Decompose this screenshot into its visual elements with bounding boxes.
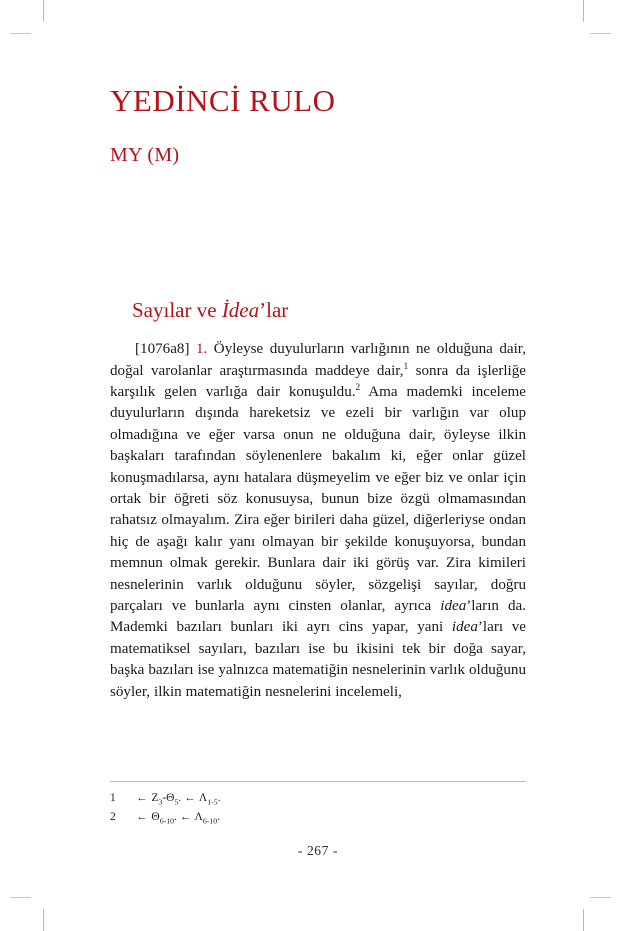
left-arrow-icon: ← xyxy=(179,811,192,823)
left-arrow-icon: ← xyxy=(136,792,148,804)
page-number: - 267 - xyxy=(297,843,339,858)
footnote-ref-letter: Λ xyxy=(198,792,208,804)
footnote-item xyxy=(110,789,526,808)
section-heading-suffix: ’lar xyxy=(259,298,289,323)
footnote-ref-subscript: 1-5 xyxy=(207,797,218,807)
body-italic-term-1: idea xyxy=(440,598,467,615)
footnote-ref-letter: Θ xyxy=(151,811,160,823)
footnote-reference-1[interactable]: 1 xyxy=(403,361,409,372)
left-arrow-icon: ← xyxy=(136,811,148,823)
book-page xyxy=(110,0,526,931)
body-segment-2: sonra da işlerliğe karşılık gelen varlığa dair konuşuldu. xyxy=(110,362,526,400)
crop-mark-bottom-left-vertical xyxy=(43,909,44,931)
footnote-reference-2[interactable]: 2 xyxy=(355,382,361,393)
bekker-reference: [1076a8] xyxy=(135,341,190,358)
crop-mark-bottom-left-horizontal xyxy=(10,897,31,898)
crop-mark-bottom-right-vertical xyxy=(583,909,584,931)
body-segment-4: ’ların da. Mademki bazıları bunları iki ayrı cins yapar, yani xyxy=(110,598,526,636)
body-paragraph xyxy=(110,322,526,703)
body-segment-5: ’ları ve matematiksel sayıları, bazıları ise bu ikisini tek bir doğa sayar, başka bazıları ise yalnızca matematiğin nesnelerinin varlık olduğunu söyler, ilkin matematiğin nesnelerini incelemeli, xyxy=(110,619,526,700)
section-heading-italic-term: İdea xyxy=(221,298,260,323)
crop-mark-top-right-horizontal xyxy=(590,33,611,34)
section-heading-prefix: Sayılar ve xyxy=(132,298,222,323)
footnotes-area xyxy=(110,789,526,827)
body-segment-1: Öyleyse duyulurların varlığının ne olduğuna dair, doğal varolanlar araştırmasında maddeye dair, xyxy=(110,341,526,379)
footnote-separator: - xyxy=(162,792,167,804)
footnote-ref-subscript: 3 xyxy=(158,797,163,807)
left-arrow-icon: ← xyxy=(184,792,196,804)
crop-mark-top-left-vertical xyxy=(43,0,44,22)
footnote-period: . xyxy=(174,811,177,823)
footnote-text xyxy=(136,789,221,808)
paragraph-number: 1. xyxy=(195,341,208,358)
footnote-item xyxy=(110,808,526,827)
footnote-ref-subscript: 6-10 xyxy=(159,816,175,826)
body-segment-3: Ama mademki inceleme duyulurların dışında hareketsiz ve ezeli bir varlığın var olup olmadığına ve eğer varsa onun ne olduğuna dair, öyleyse ilkin başkaları tarafından söylenenlere bakalım ki, eğer onlar güzel konuşmadılarsa, aynı hatalara düşmeyelim ve eğer biz ve onlar için ortak bir öğreti söz konusuysa, bunun bize özgü olmamasından rahatsız olmayalım. Zira eğer birileri daha güzel, diğerleriyse ondan hiç de aşağı kalır yanı olmayan bir şekilde konuşuyorsa, bundan memnun olmak gerekir. Bunlara dair iki görüş var. Zira kimileri nesnelerinin varlık olduğunu söyler, sözgelişi sayılar, doğru parçaları ve bunlarla aynı cinsten olanlar, ayrıca xyxy=(110,384,526,615)
crop-mark-bottom-right-horizontal xyxy=(590,897,611,898)
footnote-number: 2 xyxy=(110,811,116,823)
footnote-separator-rule xyxy=(110,781,526,782)
footnote-period: . xyxy=(217,792,221,804)
footnote-period: . xyxy=(217,811,221,823)
footnote-period: . xyxy=(178,792,182,804)
footnote-ref-letter: Z xyxy=(151,792,159,804)
crop-mark-top-left-horizontal xyxy=(10,33,31,34)
footnote-ref-subscript: 6-10 xyxy=(202,816,218,826)
chapter-title: YEDİNCİ RULO xyxy=(110,83,336,118)
chapter-subtitle: MY (M) xyxy=(110,144,180,167)
footnote-ref-letter: Λ xyxy=(194,811,203,823)
footnote-ref-subscript: 5 xyxy=(174,797,179,807)
body-italic-term-2: idea xyxy=(451,619,478,636)
footnote-text xyxy=(136,808,220,827)
footnote-ref-letter: Θ xyxy=(166,792,175,804)
crop-mark-top-right-vertical xyxy=(583,0,584,22)
footnote-number: 1 xyxy=(110,792,116,804)
section-heading xyxy=(110,166,526,322)
